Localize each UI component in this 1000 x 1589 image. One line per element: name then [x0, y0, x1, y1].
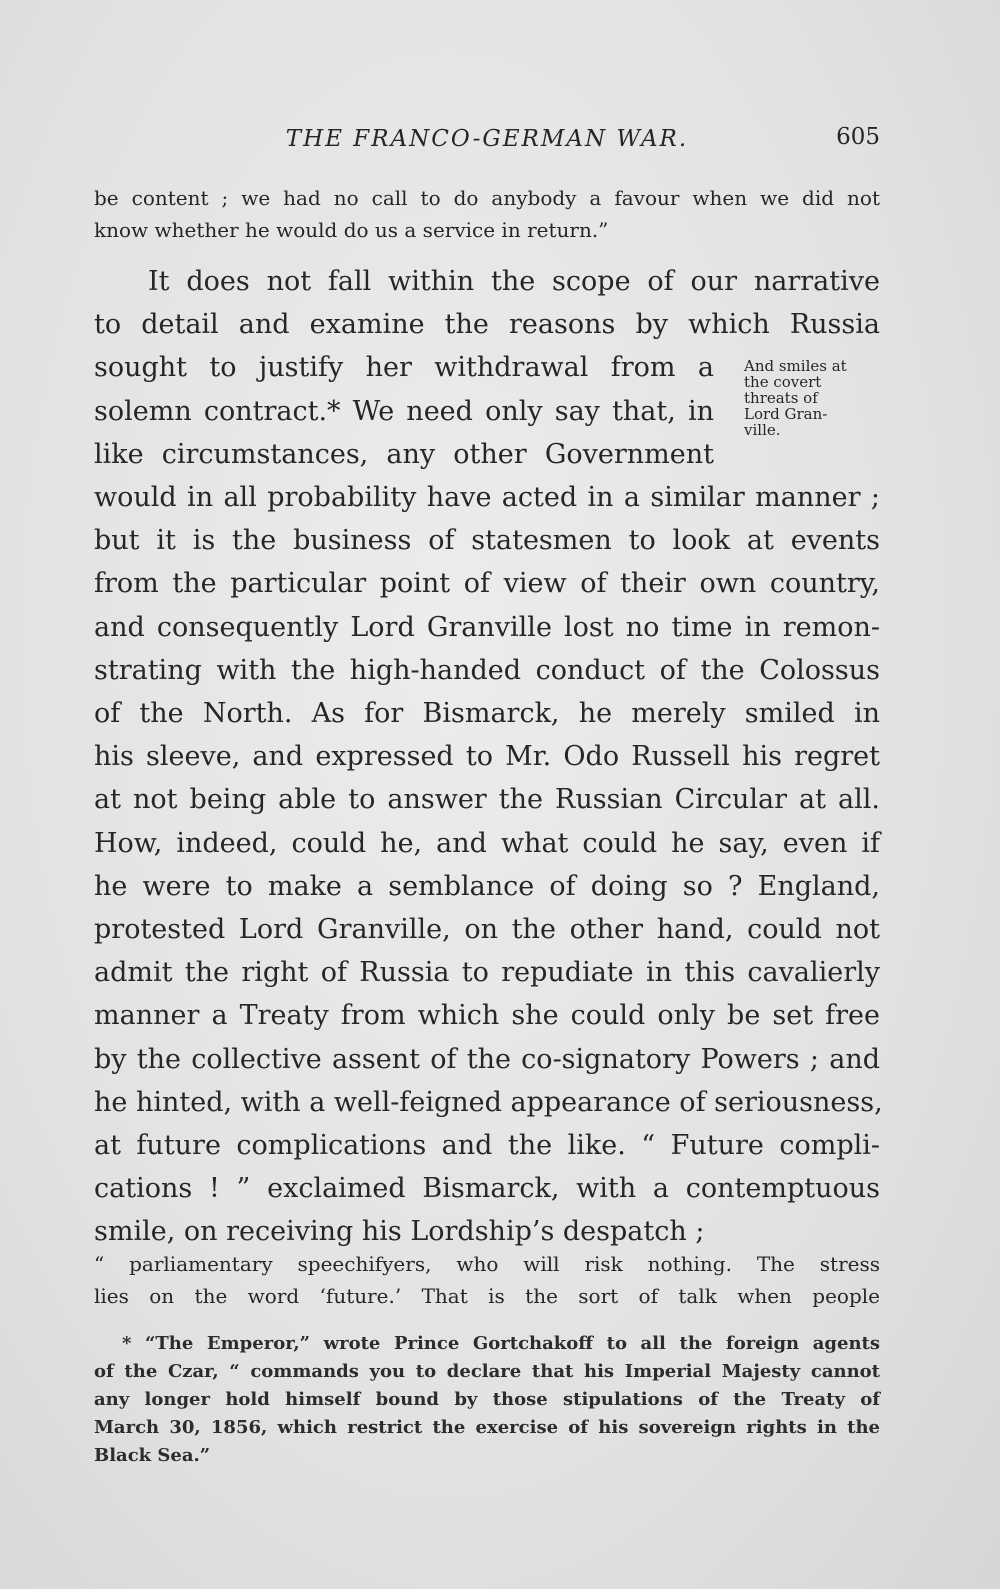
text-line: know whether he would do us a service in return.”	[94, 218, 609, 242]
margin-note-line: And smiles at	[744, 357, 847, 375]
text-line: sought to justify her withdrawal from a	[94, 352, 714, 384]
running-title: THE FRANCO-GERMAN WAR.	[285, 126, 689, 152]
margin-note	[744, 358, 880, 438]
block-quotation	[94, 1248, 880, 1312]
footnote	[94, 1330, 880, 1470]
margin-note-line: ville.	[744, 421, 781, 439]
text-line: How, indeed, could he, and what could he say, even if	[94, 827, 880, 859]
margin-note-line: the covert	[744, 373, 822, 391]
text-line: of the North. As for Bismarck, he merely smiled in	[94, 698, 880, 730]
text-line: he were to make a semblance of doing so ? England,	[94, 870, 880, 902]
margin-note-line: Lord Gran-	[744, 405, 828, 423]
text-line: and consequently Lord Granville lost no time in remon-	[94, 611, 880, 643]
text-line: “ parliamentary speechifyers, who will risk nothing. The stress	[94, 1252, 880, 1276]
text-line: be content ; we had no call to do anybody a favour when we did not	[94, 186, 880, 210]
page-number: 605	[836, 124, 880, 150]
text-line: admit the right of Russia to repudiate in this cavalierly	[94, 957, 880, 989]
text-line: from the particular point of view of their own country,	[94, 568, 880, 600]
text-line: his sleeve, and expressed to Mr. Odo Russell his regret	[94, 741, 880, 773]
continued-quotation	[94, 182, 880, 246]
text-line: but it is the business of statesmen to look at events	[94, 525, 880, 557]
text-line: solemn contract.* We need only say that, in	[94, 395, 714, 427]
text-line: It does not fall within the scope of our narrative	[148, 266, 880, 297]
text-line: like circumstances, any other Government	[94, 438, 714, 470]
text-line: lies on the word ‘future.’ That is the sort of talk when people	[94, 1284, 880, 1308]
footnote-line: of the Czar, “ commands you to declare that his Imperial Majesty cannot	[94, 1361, 880, 1382]
footnote-line: Black Sea.”	[94, 1445, 211, 1466]
running-head	[94, 120, 880, 160]
text-line: strating with the high-handed conduct of the Colossus	[94, 654, 880, 686]
text-line: at future complications and the like. “ Future compli-	[94, 1130, 880, 1162]
text-line: smile, on receiving his Lordship’s despatch ;	[94, 1216, 705, 1248]
footnote-line: March 30, 1856, which restrict the exercise of his sovereign rights in the	[94, 1417, 880, 1438]
text-line: he hinted, with a well-feigned appearance of seriousness,	[94, 1086, 883, 1118]
text-line: at not being able to answer the Russian Circular at all.	[94, 784, 880, 816]
text-line: protested Lord Granville, on the other hand, could not	[94, 914, 880, 946]
text-line: to detail and examine the reasons by which Russia	[94, 309, 880, 341]
text-line: manner a Treaty from which she could only be set free	[94, 1000, 880, 1032]
text-line: cations ! ” exclaimed Bismarck, with a contemptuous	[94, 1173, 880, 1205]
text-line: would in all probability have acted in a similar manner ;	[94, 482, 880, 514]
margin-note-line: threats of	[744, 389, 818, 407]
footnote-line: any longer hold himself bound by those stipulations of the Treaty of	[94, 1389, 880, 1410]
footnote-line: * “The Emperor,” wrote Prince Gortchakoff to all the foreign agents	[122, 1333, 880, 1354]
text-line: by the collective assent of the co-signatory Powers ; and	[94, 1043, 880, 1075]
